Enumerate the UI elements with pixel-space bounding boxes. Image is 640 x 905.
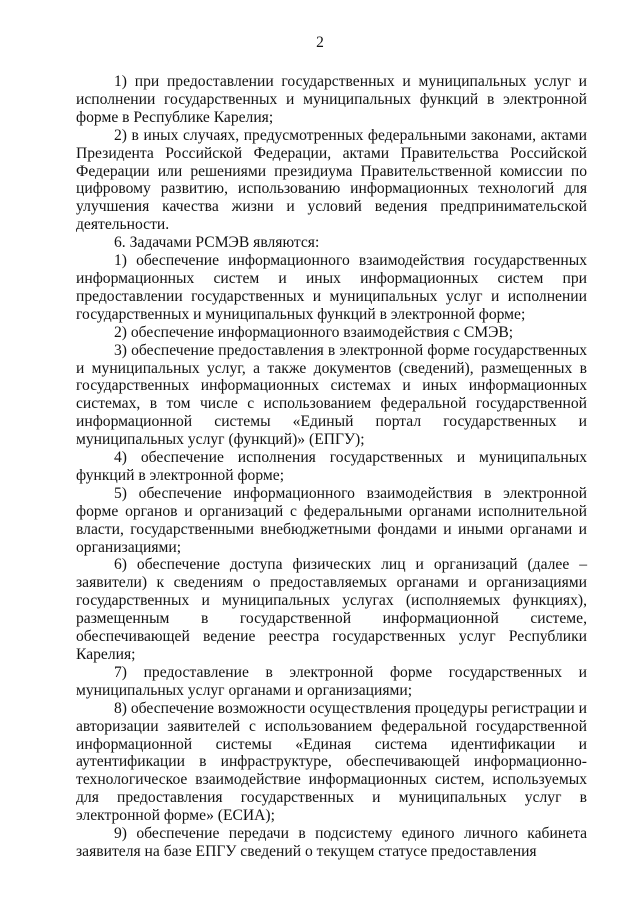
paragraph: 2) в иных случаях, предусмотренных федеральными законами, актами Президента Российской Федерации, актами Правительства Российской Федерации или решениями президиума Правительственной комиссии по цифровому развитию, использованию информационных технологий для улучшения качества жизни и условий ведения предпринимательской деятельности. bbox=[76, 126, 587, 234]
paragraph: 1) обеспечение информационного взаимодействия государственных информационных систем и иных информационных систем при предоставлении государственных и муниципальных услуг и исполнении государственных и муниципальных функций в электронной форме; bbox=[76, 252, 587, 323]
paragraph: 2) обеспечение информационного взаимодействия с СМЭВ; bbox=[114, 323, 514, 341]
paragraph: 7) предоставление в электронной форме государственных и муниципальных услуг органами и организациями; bbox=[76, 663, 587, 699]
paragraph: 1) при предоставлении государственных и муниципальных услуг и исполнении государственных и муниципальных функций в электронной форме в Республике Карелия; bbox=[76, 73, 587, 126]
paragraph: 5) обеспечение информационного взаимодействия в электронной форме органов и организаций с федеральными органами исполнительной власти, государственными внебюджетными фондами и иными органами и организациями; bbox=[76, 484, 587, 556]
paragraph: 8) обеспечение возможности осуществления процедуры регистрации и авторизации заявителей с использованием федеральной государственной информационной системы «Единая система идентификации и аутентификации в инфраструктуре, обеспечивающей информационно-технологическое взаимодействие информационных систем, используемых для предоставления государственных и муниципальных услуг в электронной форме» (ЕСИА); bbox=[76, 699, 588, 825]
page-number: 2 bbox=[316, 34, 324, 51]
paragraph: 3) обеспечение предоставления в электронной форме государственных и муниципальных услуг, а также документов (сведений), размещенных в государственных информационных системах и иных информационных системах, в том числе с использованием федеральной государственной информационной системы «Единый портал государственных и муниципальных услуг (функций)» (ЕПГУ); bbox=[76, 341, 587, 449]
document-body bbox=[76, 73, 587, 861]
paragraph: 4) обеспечение исполнения государственных и муниципальных функций в электронной форме; bbox=[76, 449, 587, 484]
paragraph: 6) обеспечение доступа физических лиц и организаций (далее – заявители) к сведениям о предоставляемых органами и организациями государственных и муниципальных услугах (исполняемых функциях), размещенным в государственной информационной системе, обеспечивающей ведение реестра государственных услуг Республики Карелия; bbox=[76, 556, 587, 663]
paragraph: 6. Задачами РСМЭВ являются: bbox=[114, 234, 320, 252]
paragraph: 9) обеспечение передачи в подсистему единого личного кабинета заявителя на базе ЕПГУ сведений о текущем статусе предоставления bbox=[76, 825, 587, 860]
